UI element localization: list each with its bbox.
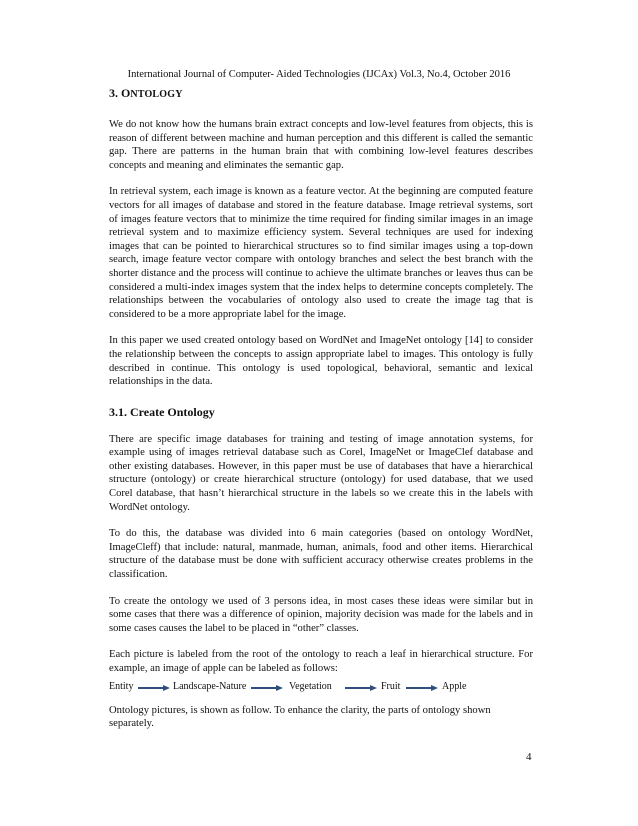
section-number: 3. [109,86,121,100]
section-title-initial: O [121,86,131,100]
section-title-rest: NTOLOGY [130,89,183,100]
section-heading [109,86,533,102]
page-content [109,86,533,744]
journal-header: International Journal of Computer- Aided Technologies (IJCAx) Vol.3, No.4, October 2016 [127,69,511,80]
paragraph: In this paper we used created ontology based on WordNet and ImageNet ontology [14] to consider the relationship between the concepts to assign appropriate label to images. This ontology is fully described in continue. This ontology is used topological, behavioral, semantic and lexical relationships in the data. [109,335,533,388]
arrow-right-icon [406,685,438,691]
paragraph: Ontology pictures, is shown as follow. To enhance the clarity, the parts of ontology shown separately. [109,704,491,730]
page-number: 4 [526,751,532,763]
arrow-right-icon [138,685,170,691]
paragraph: We do not know how the humans brain extract concepts and low-level features from objects, this is reason of different between machine and human perception and this different is called the semantic gap. There are patterns in the human brain that with combining low-level features describes concepts and meaning and eliminates the semantic gap. [109,119,533,171]
label-vegetation: Vegetation [289,680,332,692]
paragraph: In retrieval system, each image is known as a feature vector. At the beginning are computed feature vectors for all images of database and stored in the feature database. Image retrieval systems, sort of images feature vectors that to minimize the time required for finding similar images in an image retrieval system and to maximize efficiency system. Several techniques are used for indexing images that can be pointed to hierarchical structures so to find similar images using a top-down search, image feature vector compare with ontology branches and select the best branch with the shorter distance and the process will continue to achieve the ultimate branches or leaves thus can be considered a multi-index images system that the index helps to determine concepts completely. The relationships between the vocabularies of ontology also used to create the image tag that is considered to be a more appropriate label for the image. [109,186,533,320]
label-fruit: Fruit [381,680,401,692]
label-landscape-nature: Landscape-Nature [173,680,247,692]
arrow-right-icon [345,685,377,691]
subsection-heading: 3.1. Create Ontology [109,404,215,419]
paragraph: To do this, the database was divided into 6 main categories (based on ontology WordNet, ImageCleff) that include: natural, manmade, human, animals, food and other items. Hierarchical structure of the database must be done with sufficient accuracy otherwise creates problems in the classification. [109,528,533,581]
paragraph: Each picture is labeled from the root of the ontology to reach a leaf in hierarchical structure. For example, an image of apple can be labeled as follows: [109,649,533,674]
label-apple: Apple [442,680,467,692]
arrow-right-icon [251,685,283,691]
label-entity: Entity [109,680,134,692]
paragraph: To create the ontology we used of 3 persons idea, in most cases these ideas were similar but in some cases that there was a difference of opinion, majority decision was made for the labels and in some cases causes the label to be placed in “other” classes. [109,595,533,634]
label-hierarchy-example [109,680,533,696]
paragraph: There are specific image databases for training and testing of image annotation systems, for example using of images retrieval database such as Corel, ImageNet or ImageClef database and other existing databases. However, in this paper must be use of databases that have a hierarchical structure (ontology) or create hierarchical structure (ontology) for used database, that we used Corel database, that hasn’t hierarchical structure in the labels so we create this in the labels with WordNet ontology. [109,433,533,513]
